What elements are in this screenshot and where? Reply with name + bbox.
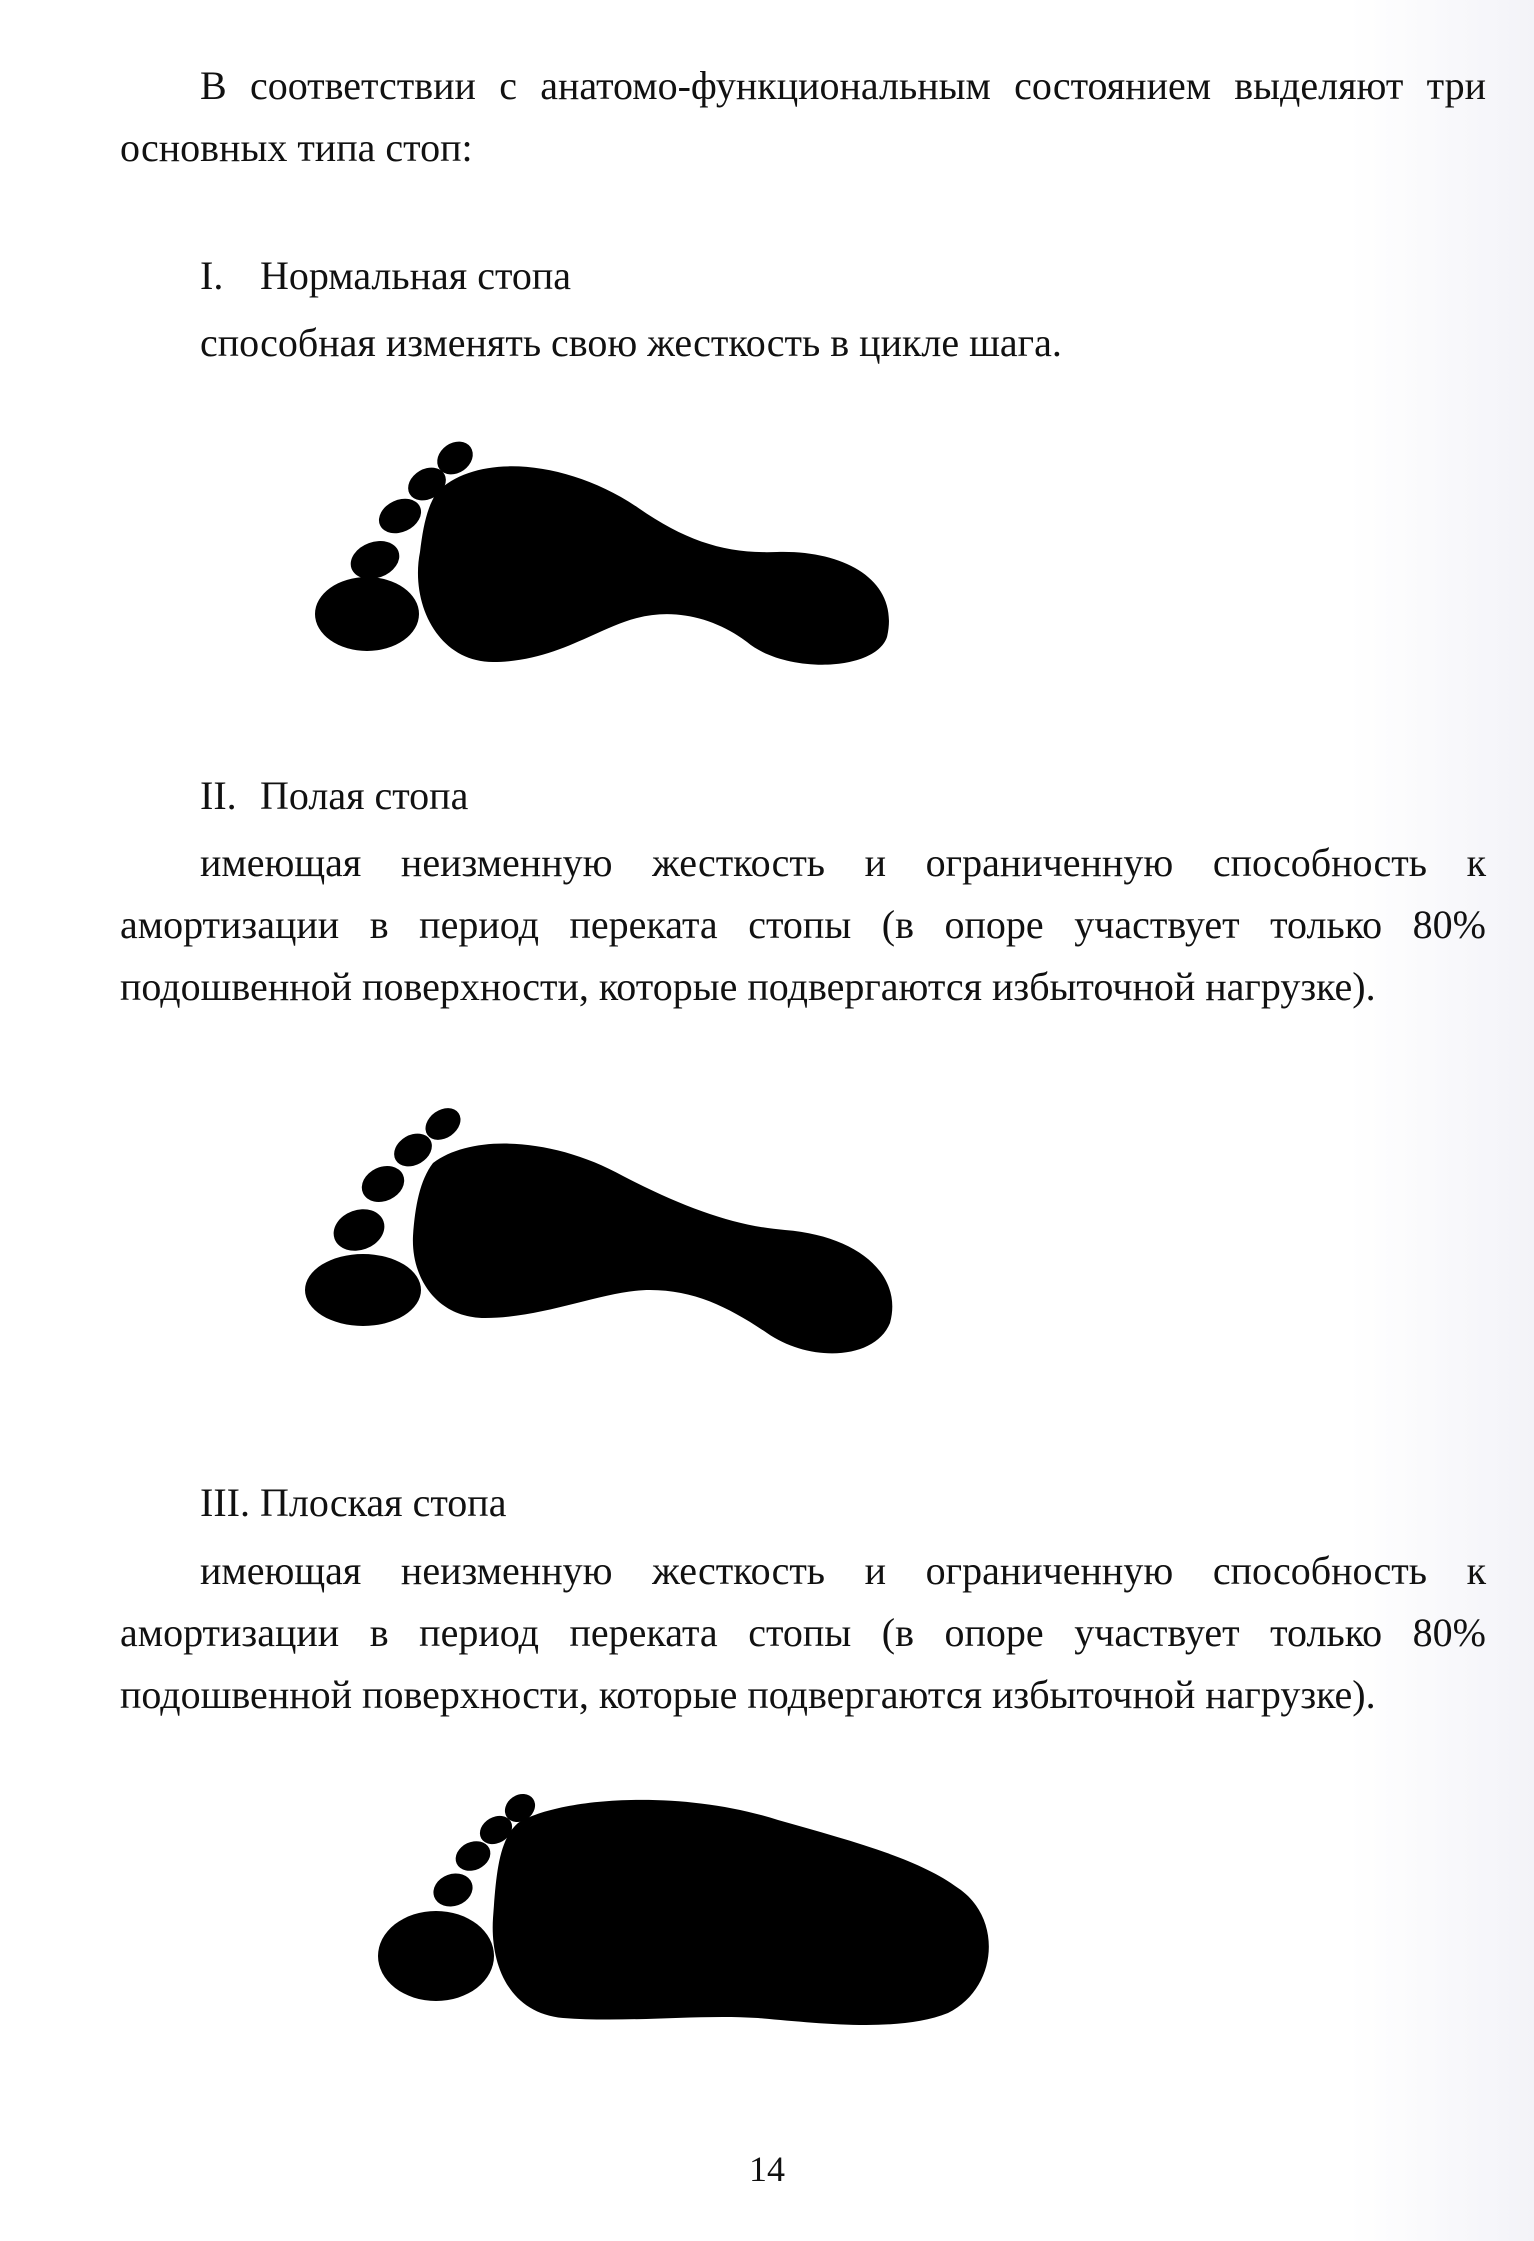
foot-type-2-heading xyxy=(200,765,468,827)
foot-type-2-description: имеющая неизменную жесткость и ограниченную способность к амортизации в период переката стопы (в опоре участвует только 80% подошвенной поверхности, которые подвергаются избыточной нагрузке). xyxy=(120,840,1486,1009)
foot-type-1-heading xyxy=(200,245,571,307)
foot-type-3-heading xyxy=(200,1472,506,1534)
foot-type-2-title: Полая стопа xyxy=(260,773,469,818)
hollow-foot-footprint-icon xyxy=(305,1108,905,1363)
foot-type-1-title: Нормальная стопа xyxy=(260,253,572,298)
intro-paragraph: В соответствии с анатомо-функциональным состоянием выделяют три основных типа стоп: xyxy=(120,63,1486,170)
normal-foot-footprint-icon xyxy=(315,432,905,682)
page-number: 14 xyxy=(749,2149,785,2189)
flat-foot-footprint-icon xyxy=(378,1778,1000,2033)
foot-type-3-number: III. xyxy=(200,1480,250,1525)
foot-type-1-description: способная изменять свою жесткость в цикле шага. xyxy=(200,320,1062,365)
foot-type-2-number: II. xyxy=(200,773,237,818)
foot-type-3-title: Плоская стопа xyxy=(260,1480,507,1525)
foot-type-1-number: I. xyxy=(200,253,224,298)
foot-type-3-description: имеющая неизменную жесткость и ограниченную способность к амортизации в период переката стопы (в опоре участвует только 80% подошвенной поверхности, которые подвергаются избыточной нагрузке). xyxy=(120,1548,1486,1717)
